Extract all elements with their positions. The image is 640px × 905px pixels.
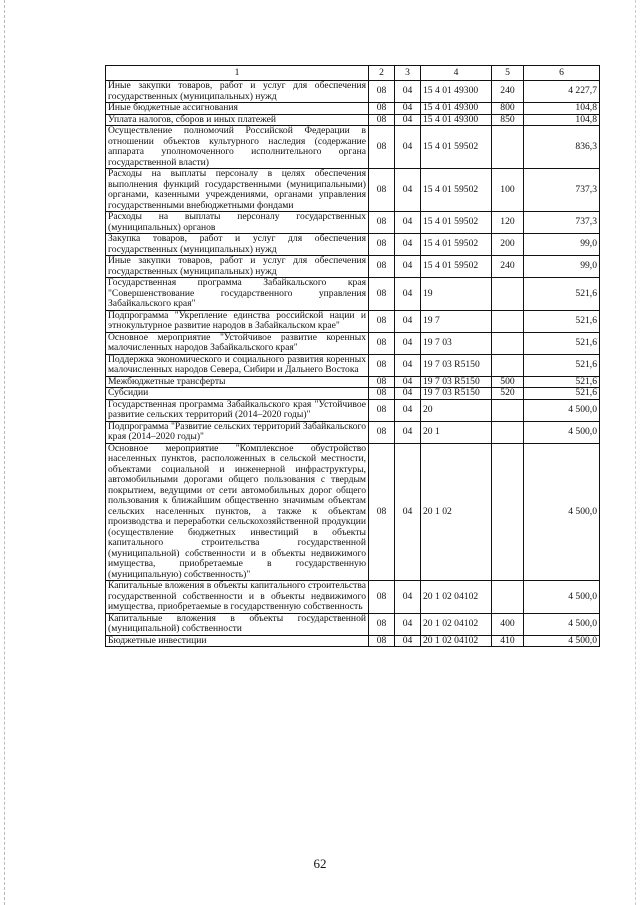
- table-row: [106, 354, 600, 376]
- table-row: [106, 114, 600, 126]
- cell-section: 08: [369, 234, 395, 256]
- cell-section: 08: [369, 376, 395, 388]
- cell-expense-type: [492, 354, 524, 376]
- cell-name: Расходы на выплаты персоналу государственных (муниципальных) органов: [106, 212, 369, 234]
- cell-amount: 4 500,0: [524, 581, 600, 614]
- cell-subsection: 04: [395, 613, 421, 635]
- cell-name: Капитальные вложения в объекты капитального строительства государственной собственности и в объекты недвижимого имущества, приобретаемые в государственную собственность: [106, 581, 369, 614]
- cell-section: 08: [369, 354, 395, 376]
- cell-target-article: 19 7 03: [421, 332, 492, 354]
- table-row: [106, 581, 600, 614]
- cell-name: Бюджетные инвестиции: [106, 635, 369, 647]
- cell-subsection: 04: [395, 234, 421, 256]
- cell-amount: 4 500,0: [524, 399, 600, 421]
- cell-subsection: 04: [395, 388, 421, 400]
- table-row: [106, 81, 600, 103]
- table-row: [106, 278, 600, 311]
- cell-target-article: 19 7 03 R5150: [421, 354, 492, 376]
- cell-amount: 4 227,7: [524, 81, 600, 103]
- cell-amount: 737,3: [524, 212, 600, 234]
- cell-expense-type: [492, 310, 524, 332]
- cell-amount: 4 500,0: [524, 421, 600, 443]
- cell-name: Подпрограмма "Развитие сельских территорий Забайкальского края (2014–2020 годы)": [106, 421, 369, 443]
- cell-expense-type: [492, 399, 524, 421]
- table-row: [106, 234, 600, 256]
- cell-target-article: 15 4 01 49300: [421, 103, 492, 115]
- cell-section: 08: [369, 581, 395, 614]
- cell-amount: 521,6: [524, 388, 600, 400]
- cell-expense-type: [492, 332, 524, 354]
- cell-name: Расходы на выплаты персоналу в целях обеспечения выполнения функций государственными (муниципальными) органами, казенными учреждениями, органами управления государственными внебюджетными фондами: [106, 169, 369, 212]
- budget-table: [105, 65, 600, 647]
- cell-section: 08: [369, 310, 395, 332]
- cell-expense-type: 200: [492, 234, 524, 256]
- cell-amount: 104,8: [524, 103, 600, 115]
- cell-amount: 836,3: [524, 126, 600, 169]
- cell-target-article: 19: [421, 278, 492, 311]
- cell-name: Основное мероприятие "Устойчивое развитие коренных малочисленных народов Забайкальского края": [106, 332, 369, 354]
- cell-name: Уплата налогов, сборов и иных платежей: [106, 114, 369, 126]
- cell-subsection: 04: [395, 81, 421, 103]
- cell-section: 08: [369, 81, 395, 103]
- header-col-3: 3: [395, 66, 421, 81]
- cell-name: Межбюджетные трансферты: [106, 376, 369, 388]
- cell-subsection: 04: [395, 169, 421, 212]
- cell-name: Поддержка экономического и социального развития коренных малочисленных народов Севера, Сибири и Дальнего Востока: [106, 354, 369, 376]
- cell-name: Основное мероприятие "Комплексное обустройство населенных пунктов, расположенных в сельской местности, объектами социальной и инженерной инфраструктуры, автомобильными дорогами общего пользования с твердым покрытием, ведущими от сети автомобильных дорог общего пользования к ближайшим общественно значимым объектам сельских населенных пунктов, а также к объектам производства и переработки сельскохозяйственной продукции (осуществление бюджетных инвестиций в объекты капитального строительства государственной (муниципальной) собственности и в объекты недвижимого имущества, приобретаемые в государственную (муниципальную) собственность)": [106, 443, 369, 581]
- cell-subsection: 04: [395, 376, 421, 388]
- cell-amount: 521,6: [524, 376, 600, 388]
- cell-subsection: 04: [395, 310, 421, 332]
- cell-amount: 521,6: [524, 278, 600, 311]
- cell-name: Капитальные вложения в объекты государственной (муниципальной) собственности: [106, 613, 369, 635]
- cell-section: 08: [369, 114, 395, 126]
- cell-section: 08: [369, 103, 395, 115]
- cell-subsection: 04: [395, 443, 421, 581]
- cell-target-article: 20 1 02 04102: [421, 635, 492, 647]
- cell-subsection: 04: [395, 126, 421, 169]
- cell-subsection: 04: [395, 399, 421, 421]
- cell-amount: 4 500,0: [524, 443, 600, 581]
- table-row: [106, 635, 600, 647]
- cell-expense-type: [492, 278, 524, 311]
- cell-amount: 104,8: [524, 114, 600, 126]
- cell-subsection: 04: [395, 114, 421, 126]
- header-col-4: 4: [421, 66, 492, 81]
- cell-amount: 521,6: [524, 310, 600, 332]
- cell-expense-type: 400: [492, 613, 524, 635]
- table-row: [106, 212, 600, 234]
- cell-target-article: 20 1 02: [421, 443, 492, 581]
- cell-subsection: 04: [395, 332, 421, 354]
- cell-expense-type: [492, 443, 524, 581]
- cell-amount: 737,3: [524, 169, 600, 212]
- cell-target-article: 15 4 01 49300: [421, 81, 492, 103]
- cell-target-article: 15 4 01 49300: [421, 114, 492, 126]
- cell-target-article: 19 7 03 R5150: [421, 388, 492, 400]
- cell-expense-type: 800: [492, 103, 524, 115]
- cell-section: 08: [369, 332, 395, 354]
- table-row: [106, 256, 600, 278]
- cell-amount: 521,6: [524, 332, 600, 354]
- cell-target-article: 15 4 01 59502: [421, 234, 492, 256]
- cell-name: Государственная программа Забайкальского края "Устойчивое развитие сельских территорий (2014–2020 годы)": [106, 399, 369, 421]
- cell-section: 08: [369, 278, 395, 311]
- cell-target-article: 15 4 01 59502: [421, 256, 492, 278]
- table-body: [106, 81, 600, 647]
- cell-subsection: 04: [395, 421, 421, 443]
- cell-subsection: 04: [395, 256, 421, 278]
- cell-subsection: 04: [395, 103, 421, 115]
- cell-target-article: 15 4 01 59502: [421, 169, 492, 212]
- cell-section: 08: [369, 613, 395, 635]
- cell-section: 08: [369, 399, 395, 421]
- cell-amount: 99,0: [524, 256, 600, 278]
- cell-expense-type: 240: [492, 256, 524, 278]
- cell-expense-type: [492, 126, 524, 169]
- cell-target-article: 19 7 03 R5150: [421, 376, 492, 388]
- cell-amount: 521,6: [524, 354, 600, 376]
- cell-name: Закупка товаров, работ и услуг для обеспечения государственных (муниципальных) нужд: [106, 234, 369, 256]
- table-row: [106, 169, 600, 212]
- cell-amount: 4 500,0: [524, 613, 600, 635]
- cell-target-article: 19 7: [421, 310, 492, 332]
- table-row: [106, 376, 600, 388]
- table-row: [106, 399, 600, 421]
- table-row: [106, 103, 600, 115]
- cell-amount: 4 500,0: [524, 635, 600, 647]
- header-col-2: 2: [369, 66, 395, 81]
- table-row: [106, 613, 600, 635]
- cell-name: Подпрограмма "Укрепление единства российской нации и этнокультурное развитие народов в Забайкальском крае": [106, 310, 369, 332]
- cell-expense-type: [492, 421, 524, 443]
- cell-expense-type: 850: [492, 114, 524, 126]
- cell-section: 08: [369, 388, 395, 400]
- cell-subsection: 04: [395, 354, 421, 376]
- cell-name: Иные бюджетные ассигнования: [106, 103, 369, 115]
- cell-expense-type: 500: [492, 376, 524, 388]
- cell-name: Государственная программа Забайкальского края "Совершенствование государственного управления Забайкальского края": [106, 278, 369, 311]
- cell-expense-type: 100: [492, 169, 524, 212]
- cell-target-article: 20: [421, 399, 492, 421]
- cell-subsection: 04: [395, 581, 421, 614]
- table-row: [106, 310, 600, 332]
- cell-target-article: 20 1: [421, 421, 492, 443]
- cell-expense-type: 410: [492, 635, 524, 647]
- cell-target-article: 15 4 01 59502: [421, 212, 492, 234]
- cell-target-article: 20 1 02 04102: [421, 581, 492, 614]
- cell-section: 08: [369, 126, 395, 169]
- cell-target-article: 20 1 02 04102: [421, 613, 492, 635]
- table-row: [106, 332, 600, 354]
- cell-expense-type: 120: [492, 212, 524, 234]
- table-row: [106, 443, 600, 581]
- cell-expense-type: 520: [492, 388, 524, 400]
- cell-section: 08: [369, 256, 395, 278]
- cell-subsection: 04: [395, 635, 421, 647]
- header-col-6: 6: [524, 66, 600, 81]
- cell-amount: 99,0: [524, 234, 600, 256]
- table-row: [106, 388, 600, 400]
- cell-target-article: 15 4 01 59502: [421, 126, 492, 169]
- header-col-1: 1: [106, 66, 369, 81]
- cell-name: Иные закупки товаров, работ и услуг для обеспечения государственных (муниципальных) нужд: [106, 256, 369, 278]
- cell-expense-type: [492, 581, 524, 614]
- cell-expense-type: 240: [492, 81, 524, 103]
- table-header-row: [106, 66, 600, 81]
- cell-section: 08: [369, 212, 395, 234]
- scan-edge-right: [635, 0, 636, 905]
- cell-name: Субсидии: [106, 388, 369, 400]
- table-row: [106, 421, 600, 443]
- table-row: [106, 126, 600, 169]
- cell-name: Осуществление полномочий Российской Федерации в отношении объектов культурного наследия (содержание аппарата уполномоченного исполнительного органа государственной власти): [106, 126, 369, 169]
- cell-section: 08: [369, 635, 395, 647]
- cell-name: Иные закупки товаров, работ и услуг для обеспечения государственных (муниципальных) нужд: [106, 81, 369, 103]
- header-col-5: 5: [492, 66, 524, 81]
- scan-edge-left: [4, 0, 5, 905]
- cell-section: 08: [369, 169, 395, 212]
- cell-section: 08: [369, 443, 395, 581]
- cell-section: 08: [369, 421, 395, 443]
- cell-subsection: 04: [395, 278, 421, 311]
- cell-subsection: 04: [395, 212, 421, 234]
- page-number: 62: [313, 856, 327, 871]
